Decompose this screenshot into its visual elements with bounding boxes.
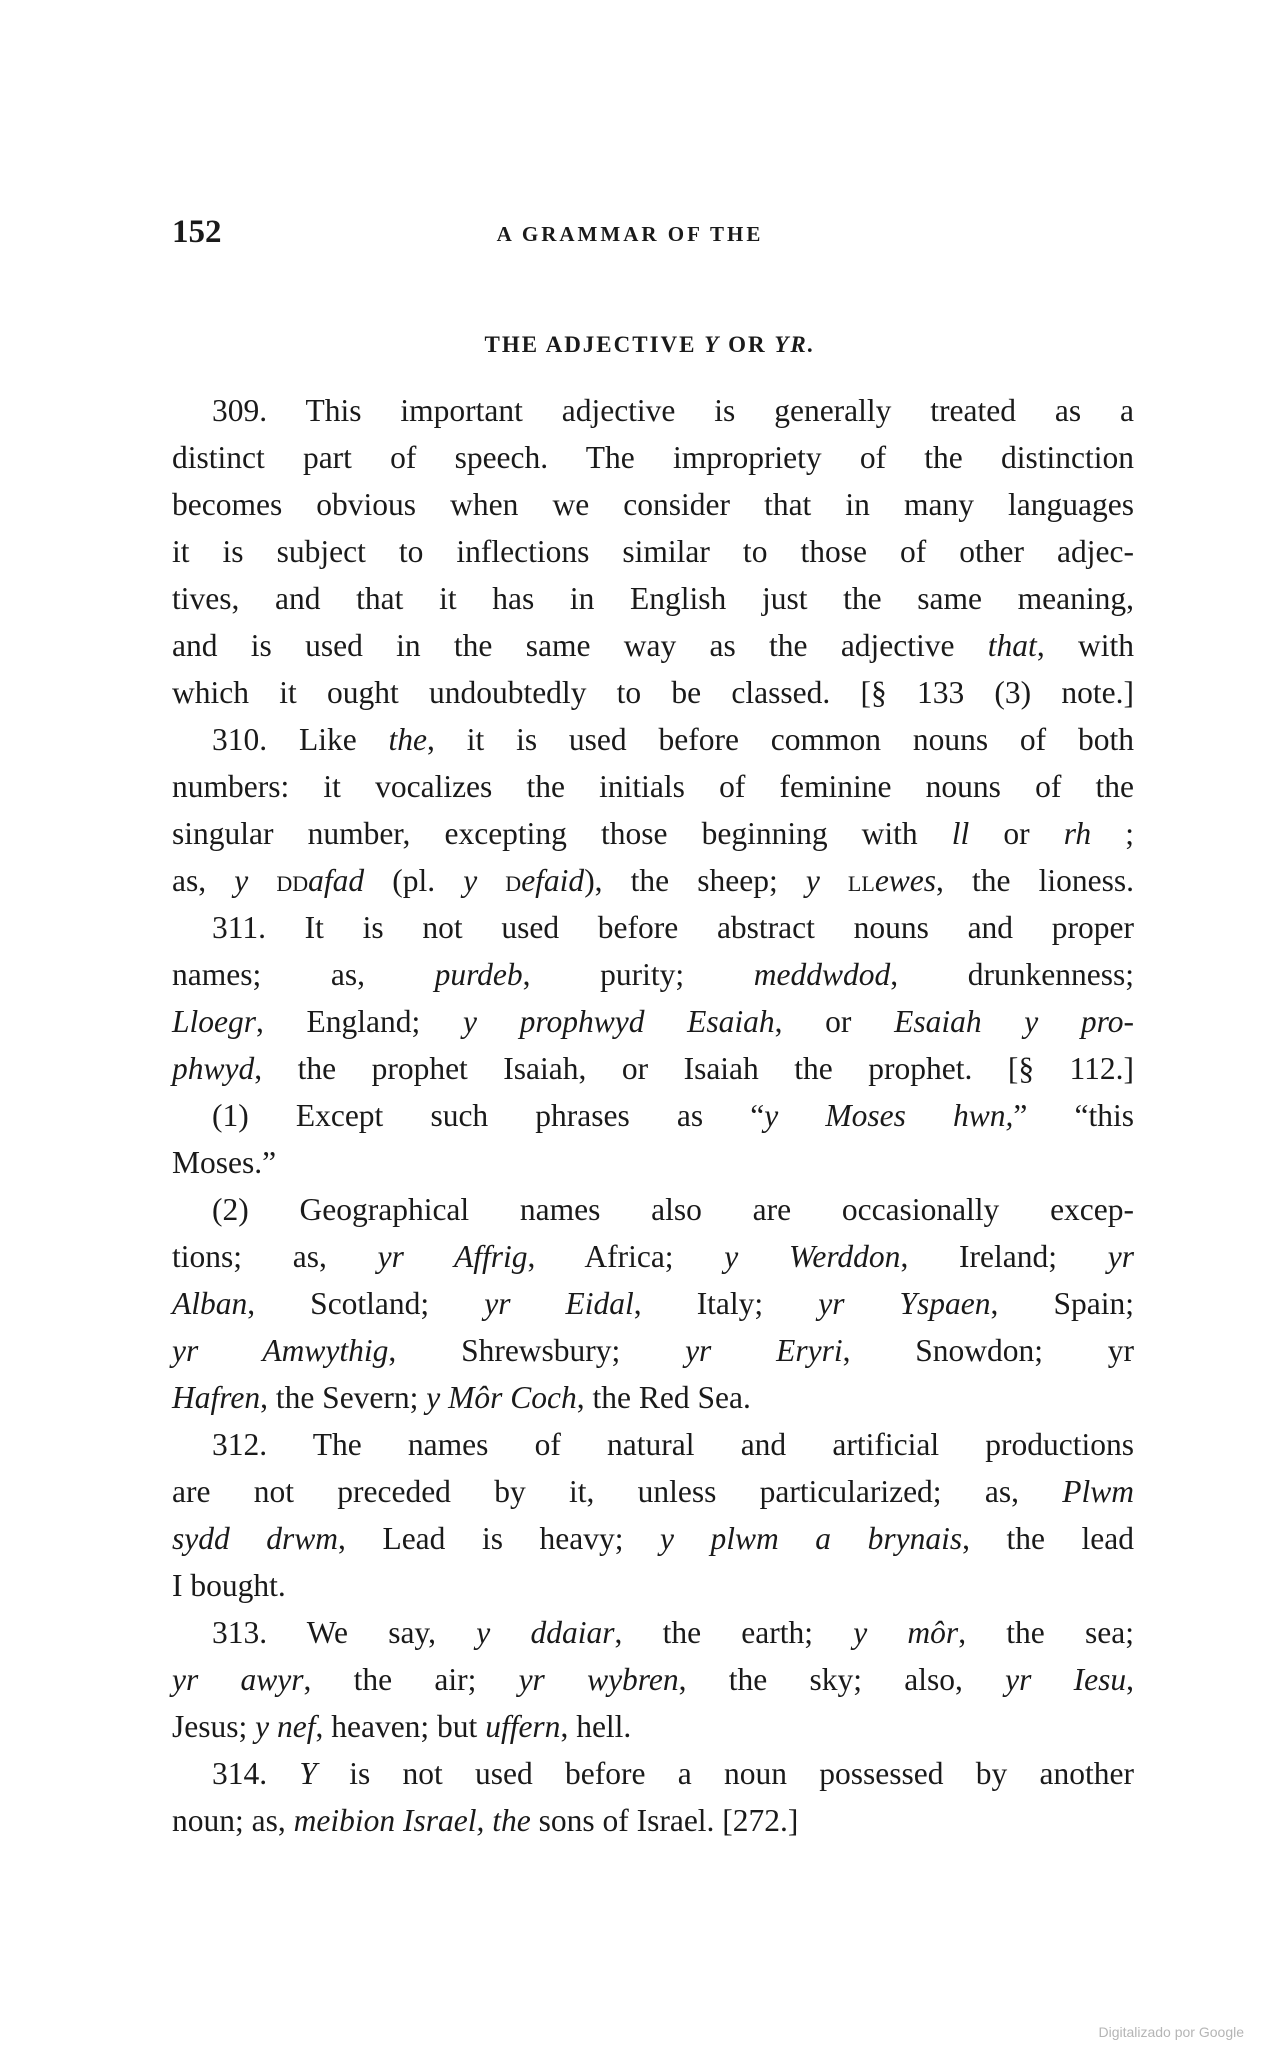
- text-segment: 310. Like: [212, 722, 389, 757]
- text-segment: noun; as,: [172, 1803, 294, 1838]
- text-segment: 309. This important adjective is generally treated as a: [212, 393, 1134, 428]
- text-segment: is not used before a noun possessed by another: [316, 1756, 1134, 1791]
- text-line: [172, 387, 1134, 434]
- body-text: [172, 387, 1134, 1844]
- italic-text: that: [987, 628, 1037, 663]
- text-segment: (1) Except such phrases as “: [212, 1098, 765, 1133]
- italic-text: Alban: [172, 1286, 248, 1321]
- italic-text: yr Amwythig: [172, 1333, 389, 1368]
- text-segment: , the air;: [303, 1662, 519, 1697]
- text-segment: tives, and that it has in English just the same meaning,: [172, 581, 1134, 616]
- italic-text: y: [805, 863, 848, 898]
- text-segment: 312. The names of natural and artificial productions: [212, 1427, 1134, 1462]
- text-segment: , the Severn;: [260, 1380, 427, 1415]
- text-segment: Moses.”: [172, 1145, 277, 1180]
- text-segment: , the Red Sea.: [576, 1380, 751, 1415]
- text-segment: , Ireland;: [900, 1239, 1108, 1274]
- italic-text: y nef: [255, 1709, 316, 1744]
- text-segment: , hell.: [560, 1709, 632, 1744]
- text-segment: , the earth;: [614, 1615, 854, 1650]
- text-line: [172, 1092, 1134, 1139]
- italic-text: y môr: [853, 1615, 959, 1650]
- text-segment: , it is used before common nouns of both: [427, 722, 1134, 757]
- text-segment: , the lioness.: [936, 863, 1134, 898]
- italic-text: the: [388, 722, 428, 757]
- italic-text: yr wybren: [518, 1662, 679, 1697]
- text-line: [172, 1233, 1134, 1280]
- text-segment: ” “this: [1013, 1098, 1134, 1133]
- text-segment: ,: [1126, 1662, 1134, 1697]
- text-segment: numbers: it vocalizes the initials of feminine nouns of the: [172, 769, 1134, 804]
- small-caps-text: D: [505, 871, 522, 896]
- section-title-y: Y: [704, 332, 721, 357]
- text-line: [172, 434, 1134, 481]
- italic-text: uffern: [485, 1709, 561, 1744]
- italic-text: afad: [308, 863, 365, 898]
- small-caps-text: DD: [276, 871, 309, 896]
- text-segment: , Italy;: [633, 1286, 819, 1321]
- italic-text: y prophwyd Esaiah: [462, 1004, 775, 1039]
- italic-text: y ddaiar: [476, 1615, 615, 1650]
- italic-text: yr Eidal: [484, 1286, 634, 1321]
- text-segment: , the sky; also,: [678, 1662, 1006, 1697]
- text-segment: , with: [1036, 628, 1134, 663]
- italic-text: yr Affrig: [377, 1239, 528, 1274]
- section-title: [340, 332, 960, 358]
- text-line: [172, 528, 1134, 575]
- text-line: [172, 998, 1134, 1045]
- text-segment: ), the sheep;: [584, 863, 806, 898]
- text-segment: sons of Israel. [272.]: [530, 1803, 799, 1838]
- text-line: [172, 1750, 1134, 1797]
- text-line: [172, 857, 1134, 904]
- text-segment: 313. We say,: [212, 1615, 477, 1650]
- text-segment: (pl.: [364, 863, 464, 898]
- section-title-yr: YR.: [774, 332, 816, 357]
- text-line: [172, 951, 1134, 998]
- text-line: [172, 1797, 1134, 1844]
- italic-text: rh: [1063, 816, 1092, 851]
- text-segment: or: [969, 816, 1064, 851]
- text-segment: , drunkenness;: [890, 957, 1134, 992]
- text-segment: which it ought undoubtedly to be classed. [§ 133 (3) note.]: [172, 675, 1134, 710]
- text-line: [172, 904, 1134, 951]
- text-segment: singular number, excepting those beginning with: [172, 816, 952, 851]
- text-line: [172, 1139, 1134, 1186]
- italic-text: yr Eryri: [685, 1333, 843, 1368]
- text-segment: as,: [172, 863, 235, 898]
- section-title-prefix: THE ADJECTIVE: [484, 332, 705, 357]
- text-line: [172, 1374, 1134, 1421]
- text-line: [172, 763, 1134, 810]
- text-line: [172, 622, 1134, 669]
- italic-text: Y: [299, 1756, 317, 1791]
- text-line: [172, 1609, 1134, 1656]
- text-segment: , Spain;: [990, 1286, 1134, 1321]
- italic-text: yr Yspaen: [818, 1286, 991, 1321]
- italic-text: yr awyr: [172, 1662, 304, 1697]
- text-segment: and is used in the same way as the adjective: [172, 628, 988, 663]
- text-segment: , England;: [256, 1004, 463, 1039]
- text-segment: , Snowdon; yr: [842, 1333, 1134, 1368]
- italic-text: Hafren: [172, 1380, 261, 1415]
- text-segment: (2) Geographical names also are occasionally excep-: [212, 1192, 1134, 1227]
- text-segment: , the lead: [962, 1521, 1135, 1556]
- italic-text: Lloegr: [172, 1004, 257, 1039]
- text-segment: it is subject to inflections similar to those of other adjec-: [172, 534, 1134, 569]
- text-segment: names; as,: [172, 957, 435, 992]
- text-segment: , Africa;: [527, 1239, 725, 1274]
- text-line: [172, 1045, 1134, 1092]
- text-segment: 311. It is not used before abstract nouns and proper: [212, 910, 1134, 945]
- text-segment: , or: [774, 1004, 895, 1039]
- small-caps-text: LL: [847, 871, 875, 896]
- text-line: [172, 1656, 1134, 1703]
- text-line: [172, 481, 1134, 528]
- text-segment: , Scotland;: [247, 1286, 485, 1321]
- text-line: [172, 1468, 1134, 1515]
- italic-text: y Werddon: [724, 1239, 901, 1274]
- italic-text: sydd drwm: [172, 1521, 339, 1556]
- text-segment: becomes obvious when we consider that in many languages: [172, 487, 1134, 522]
- text-line: [172, 1515, 1134, 1562]
- italic-text: meddwdod: [753, 957, 891, 992]
- text-line: [172, 1421, 1134, 1468]
- text-line: [172, 669, 1134, 716]
- italic-text: yr Iesu: [1005, 1662, 1127, 1697]
- text-segment: , purity;: [522, 957, 754, 992]
- italic-text: ewes: [874, 863, 937, 898]
- text-segment: Jesus;: [172, 1709, 256, 1744]
- italic-text: y plwm a brynais: [660, 1521, 963, 1556]
- italic-text: Plwm: [1062, 1474, 1134, 1509]
- italic-text: phwyd: [172, 1051, 255, 1086]
- italic-text: purdeb: [434, 957, 523, 992]
- italic-text: meibion Israel, the: [293, 1803, 531, 1838]
- page-number: 152: [172, 214, 222, 250]
- text-segment: , heaven; but: [315, 1709, 486, 1744]
- text-line: [172, 1327, 1134, 1374]
- italic-text: y: [234, 863, 277, 898]
- italic-text: y Môr Coch: [426, 1380, 577, 1415]
- text-line: [172, 575, 1134, 622]
- text-line: [172, 1703, 1134, 1750]
- text-line: [172, 1186, 1134, 1233]
- text-segment: , Lead is heavy;: [338, 1521, 660, 1556]
- italic-text: y Moses hwn,: [764, 1098, 1014, 1133]
- text-segment: 314.: [212, 1756, 300, 1791]
- italic-text: Esaiah y pro-: [894, 1004, 1134, 1039]
- italic-text: efaid: [521, 863, 585, 898]
- italic-text: yr: [1107, 1239, 1134, 1274]
- section-title-or: OR: [720, 332, 775, 357]
- running-header: A GRAMMAR OF THE: [496, 222, 764, 246]
- text-segment: ;: [1091, 816, 1134, 851]
- text-segment: I bought.: [172, 1568, 286, 1603]
- text-line: [172, 810, 1134, 857]
- text-segment: distinct part of speech. The impropriety of the distinction: [172, 440, 1134, 475]
- text-line: [172, 1562, 1134, 1609]
- text-line: [172, 716, 1134, 763]
- text-segment: , the prophet Isaiah, or Isaiah the prophet. [§ 112.]: [254, 1051, 1134, 1086]
- italic-text: y: [463, 863, 506, 898]
- text-segment: , the sea;: [958, 1615, 1134, 1650]
- italic-text: ll: [951, 816, 970, 851]
- text-segment: , Shrewsbury;: [388, 1333, 686, 1368]
- text-segment: are not preceded by it, unless particularized; as,: [172, 1474, 1063, 1509]
- watermark: Digitalizado por Google: [1098, 2024, 1244, 2040]
- text-line: [172, 1280, 1134, 1327]
- text-segment: tions; as,: [172, 1239, 378, 1274]
